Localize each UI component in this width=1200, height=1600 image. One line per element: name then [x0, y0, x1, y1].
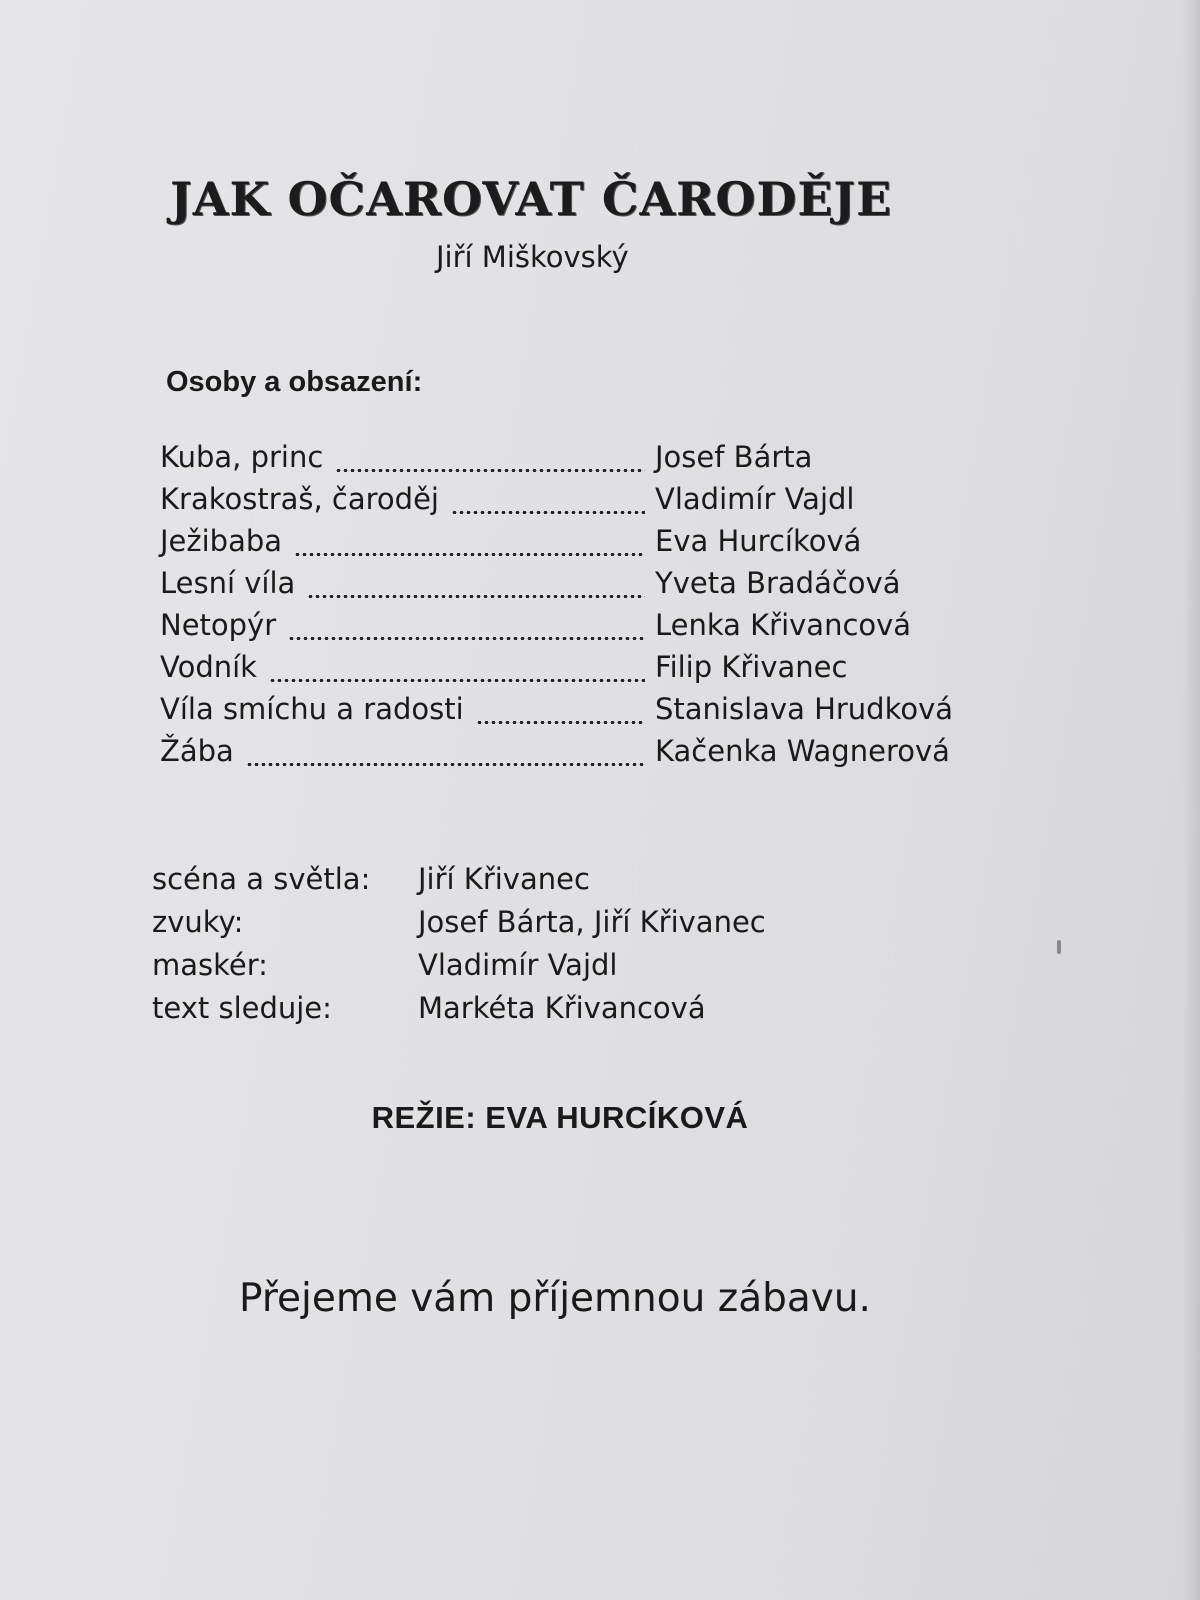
cast-role: Lesní víla: [160, 566, 296, 600]
cast-role: Žába: [160, 734, 234, 768]
paper-speck: [1057, 940, 1061, 954]
cast-row: [160, 734, 965, 776]
cast-actor: Vladimír Vajdl: [655, 482, 855, 516]
crew-row: [152, 948, 766, 991]
crew-row: [152, 991, 766, 1034]
cast-row: [160, 482, 965, 524]
cast-row: [160, 692, 965, 734]
crew-label: text sleduje:: [152, 991, 332, 1025]
crew-row: [152, 905, 766, 948]
crew-value: Josef Bárta, Jiří Křivanec: [418, 905, 766, 939]
cast-role: Vodník: [160, 650, 257, 684]
cast-row: [160, 440, 965, 482]
cast-row: [160, 566, 965, 608]
cast-role: Ježibaba: [160, 524, 283, 558]
crew-row: [152, 862, 766, 905]
dot-leader: [288, 637, 645, 640]
cast-actor: Filip Křivanec: [655, 650, 848, 684]
paper-edge-shadow: [1182, 0, 1200, 1600]
cast-row: [160, 650, 965, 692]
closing-wish: Přejeme vám příjemnou zábavu.: [239, 1276, 871, 1321]
play-title: JAK OČAROVAT ČARODĚJE: [170, 172, 893, 226]
director-credit: REŽIE: EVA HURCÍKOVÁ: [371, 1100, 749, 1135]
cast-list: [160, 440, 965, 776]
dot-leader: [335, 469, 645, 472]
cast-role: Netopýr: [160, 608, 277, 642]
cast-role: Krakostraš, čaroděj: [160, 482, 439, 516]
crew-value: Jiří Křivanec: [418, 862, 590, 896]
cast-heading: Osoby a obsazení:: [166, 366, 423, 398]
cast-role: Víla smíchu a radosti: [160, 692, 464, 726]
play-author: Jiří Miškovský: [436, 240, 629, 274]
crew-value: Vladimír Vajdl: [418, 948, 618, 982]
crew-label: maskér:: [152, 948, 268, 982]
dot-leader: [476, 721, 645, 724]
cast-actor: Stanislava Hrudková: [655, 692, 954, 726]
cast-actor: Josef Bárta: [655, 440, 813, 474]
cast-row: [160, 608, 965, 650]
dot-leader: [307, 595, 645, 598]
cast-role: Kuba, princ: [160, 440, 324, 474]
cast-actor: Kačenka Wagnerová: [655, 734, 950, 768]
dot-leader: [246, 763, 645, 766]
cast-actor: Lenka Křivancová: [655, 608, 912, 642]
dot-leader: [269, 679, 645, 682]
crew-label: zvuky:: [152, 905, 244, 939]
cast-row: [160, 524, 965, 566]
crew-label: scéna a světla:: [152, 862, 371, 896]
cast-actor: Yveta Bradáčová: [655, 566, 901, 600]
crew-list: [152, 862, 766, 1034]
cast-actor: Eva Hurcíková: [655, 524, 862, 558]
dot-leader: [451, 511, 645, 514]
crew-value: Markéta Křivancová: [418, 991, 706, 1025]
dot-leader: [294, 553, 645, 556]
